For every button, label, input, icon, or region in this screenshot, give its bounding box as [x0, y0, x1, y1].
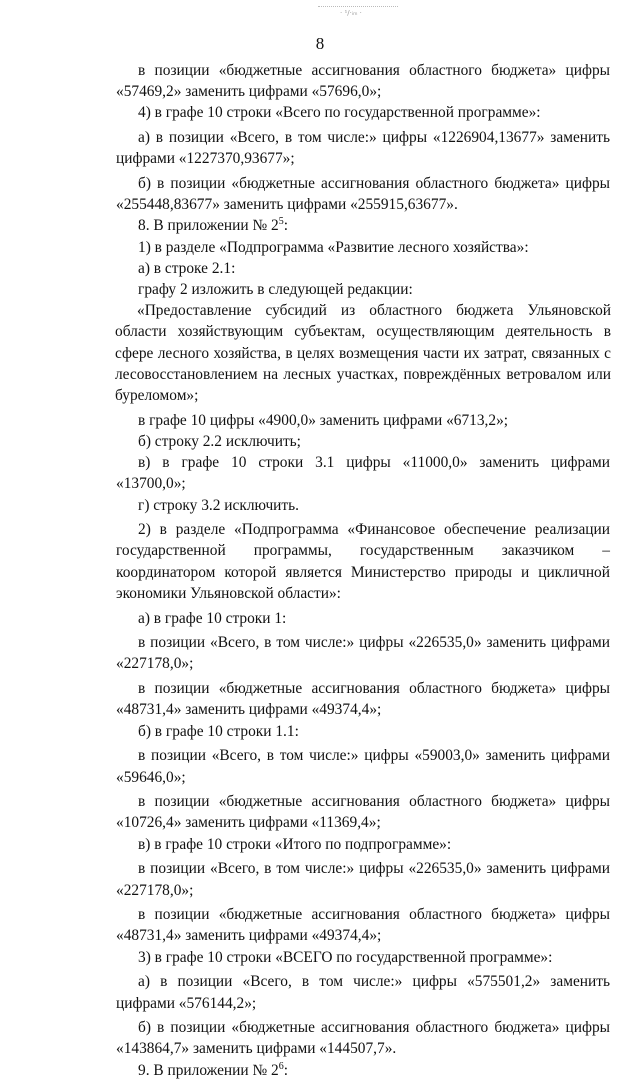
paragraph: в позиции «Всего, в том числе:» цифры «226535,0» заменить цифрами «227178,0»; — [116, 634, 610, 673]
heading-text: 9. В приложении № 2 — [138, 1061, 279, 1079]
paragraph: в позиции «бюджетные ассигнования областного бюджета» цифры «10726,4» заменить цифрами «11369,4»; — [116, 793, 610, 832]
heading-colon: : — [283, 217, 288, 235]
paragraph: а) в позиции «Всего, в том числе:» цифры «1226904,13677» заменить цифрами «1227370,93677»; — [116, 129, 610, 168]
scan-artifact-text: · ¹/·ᵢₘ · — [340, 9, 362, 17]
paragraph: в позиции «бюджетные ассигнования областного бюджета» цифры «57469,2» заменить цифрами «57696,0»; — [116, 62, 610, 101]
document-body — [116, 60, 610, 1081]
paragraph: в) в графе 10 строки 3.1 цифры «11000,0» заменить цифрами «13700,0»; — [116, 454, 610, 493]
paragraph: а) в строке 2.1: — [138, 259, 236, 277]
scan-artifact-mark — [318, 6, 398, 17]
section-heading — [116, 215, 610, 236]
paragraph: г) строку 3.2 исключить. — [138, 496, 300, 514]
heading-text: 8. В приложении № 2 — [138, 217, 279, 235]
paragraph: 4) в графе 10 строки «Всего по государственной программе»: — [138, 104, 541, 122]
paragraph: в позиции «бюджетные ассигнования областного бюджета» цифры «48731,4» заменить цифрами «49374,4»; — [116, 906, 610, 945]
paragraph: а) в позиции «Всего, в том числе:» цифры «575501,2» заменить цифрами «576144,2»; — [116, 973, 610, 1012]
paragraph: а) в графе 10 строки 1: — [138, 609, 287, 627]
paragraph: в позиции «Всего, в том числе:» цифры «59003,0» заменить цифрами «59646,0»; — [116, 747, 610, 786]
paragraph: в) в графе 10 строки «Итого по подпрограмме»: — [138, 835, 452, 853]
paragraph: б) в графе 10 строки 1.1: — [138, 722, 299, 740]
superscript: 5 — [278, 216, 284, 228]
paragraph: 1) в разделе «Подпрограмма «Развитие лесного хозяйства»: — [138, 238, 529, 256]
quoted-paragraph: «Предоставление субсидий из областного бюджета Ульяновской области хозяйствующим субъектам, осуществляющим деятельность в сфере лесного хозяйства, в целях возмещения части их затрат, связанных с лесовосстановлением на лесных участках, повреждённых ветровалом или буреломом»; — [115, 302, 611, 405]
paragraph: б) в позиции «бюджетные ассигнования областного бюджета» цифры «255448,83677» заменить цифрами «255915,63677». — [116, 175, 610, 214]
paragraph: 2) в разделе «Подпрограмма «Финансовое обеспечение реализации государственной программы, государственным заказчиком – координатором которой является Министерство природы и цикличной экономики Ульяновской области»: — [116, 521, 610, 602]
page-number: 8 — [315, 34, 325, 53]
paragraph: б) строку 2.2 исключить; — [138, 432, 301, 450]
paragraph: графу 2 изложить в следующей редакции: — [138, 281, 413, 299]
paragraph: в графе 10 цифры «4900,0» заменить цифрами «6713,2»; — [138, 411, 509, 429]
section-heading — [116, 1060, 610, 1081]
paragraph: в позиции «Всего, в том числе:» цифры «226535,0» заменить цифрами «227178,0»; — [116, 860, 610, 899]
paragraph: в позиции «бюджетные ассигнования областного бюджета» цифры «48731,4» заменить цифрами «49374,4»; — [116, 680, 610, 719]
superscript: 6 — [278, 1060, 284, 1072]
paragraph: 3) в графе 10 строки «ВСЕГО по государственной программе»: — [138, 948, 553, 966]
paragraph: б) в позиции «бюджетные ассигнования областного бюджета» цифры «143864,7» заменить цифрами «144507,7». — [116, 1019, 610, 1058]
heading-colon: : — [283, 1061, 288, 1079]
